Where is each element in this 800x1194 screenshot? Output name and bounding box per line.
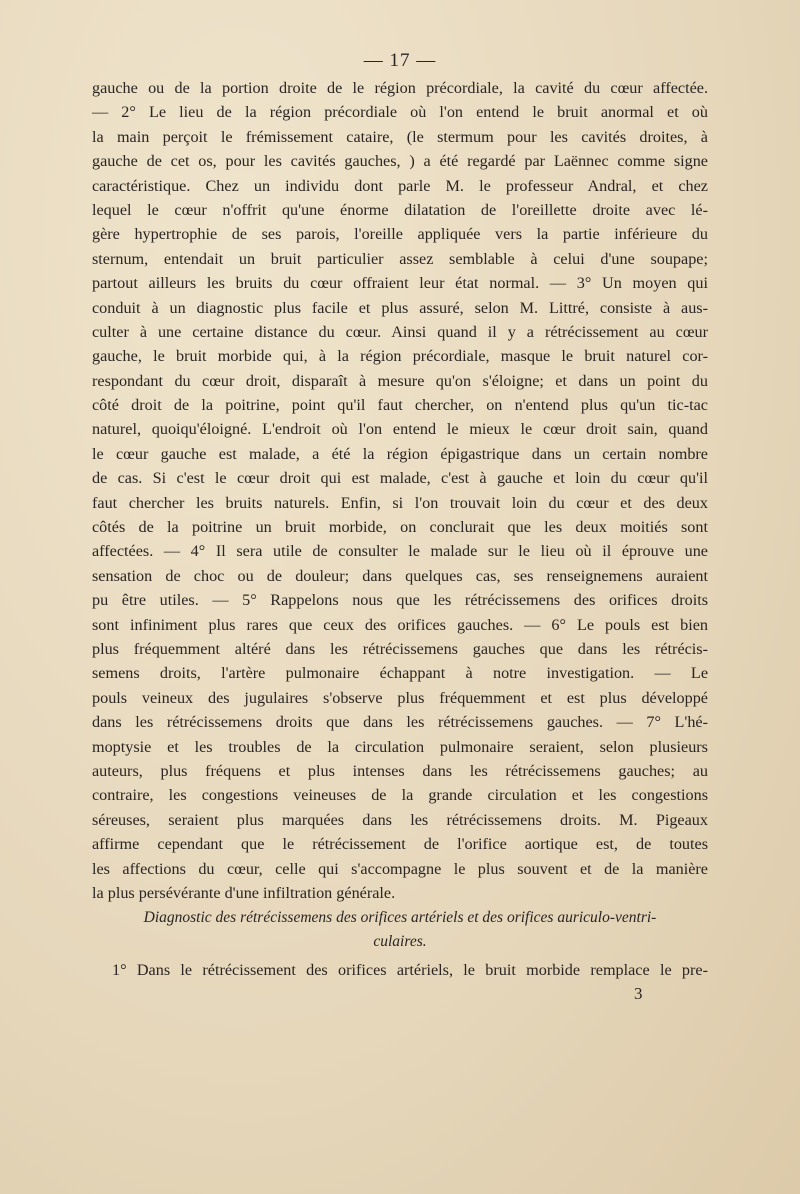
body-line: sternum, entendait un bruit particulier assez semblable à celui d'une soupape; [92,249,708,268]
body-line: gauche ou de la portion droite de le région précordiale, la cavité du cœur affectée. [92,79,708,97]
body-line: de cas. Si c'est le cœur droit qui est malade, c'est à gauche et loin du cœur qu'il [92,469,708,488]
body-line: séreuses, seraient plus marquées dans les rétrécissemens droits. M. Pigeaux [92,810,708,829]
body-text [92,76,708,905]
body-line: affirme cependant que le rétrécissement de l'orifice aortique est, de toutes [92,835,708,854]
body-line: gère hypertrophie de ses parois, l'oreille appliquée vers la partie inférieure du [92,225,708,244]
body-line: gauche, le bruit morbide qui, à la région précordiale, masque le bruit naturel cor- [92,347,708,366]
page-number: — 17 — [363,50,437,71]
body-line: sensation de choc ou de douleur; dans quelques cas, ses renseignemens auraient [92,566,708,585]
body-line: partout ailleurs les bruits du cœur offraient leur état normal. — 3° Un moyen qui [92,274,708,293]
body-line: plus fréquemment altéré dans les rétrécissemens gauches que dans les rétrécis- [92,639,708,658]
body-line: culter à une certaine distance du cœur. Ainsi quand il y a rétrécissement au cœur [92,322,708,341]
body-line: contraire, les congestions veineuses de la grande circulation et les congestions [92,786,708,805]
paragraph-line: 1° Dans le rétrécissement des orifices artériels, le bruit morbide remplace le pre- [112,961,708,979]
body-line: lequel le cœur n'offrit qu'une énorme dilatation de l'oreillette droite avec lé- [92,200,708,219]
body-line: sont infiniment plus rares que ceux des orifices gauches. — 6° Le pouls est bien [92,615,708,634]
body-line: pu être utiles. — 5° Rappelons nous que les rétrécissemens des orifices droits [92,591,708,610]
body-line: côtés de la poitrine un bruit morbide, on conclurait que les deux moitiés sont [92,518,708,537]
body-line: auteurs, plus fréquens et plus intenses dans les rétrécissemens gauches; au [92,761,708,780]
body-line: la plus persévérante d'une infiltration générale. [92,883,396,902]
body-line: gauche de cet os, pour les cavités gauches, ) a été regardé par Laënnec comme signe [92,152,708,171]
body-line: côté droit de la poitrine, point qu'il faut chercher, on n'entend plus qu'un tic-tac [92,396,708,415]
body-line: dans les rétrécissemens droits que dans les rétrécissemens gauches. — 7° L'hé- [92,713,708,732]
body-line: les affections du cœur, celle qui s'accompagne le plus souvent et de la manière [92,859,708,878]
heading-line: Diagnostic des rétrécissemens des orifices artériels et des orifices auriculo-ventri- [143,909,657,926]
body-line: le cœur gauche est malade, a été la région épigastrique dans un certain nombre [92,444,708,463]
body-line: faut chercher les bruits naturels. Enfin, si l'on trouvait loin du cœur et des deux [92,493,708,512]
body-line: semens droits, l'artère pulmonaire échappant à notre investigation. — Le [92,664,708,683]
body-line: affectées. — 4° Il sera utile de consulter le malade sur le lieu où il éprouve une [92,542,708,561]
body-line: conduit à un diagnostic plus facile et plus assuré, selon M. Littré, consiste à aus- [92,298,708,317]
body-line: moptysie et les troubles de la circulation pulmonaire seraient, selon plusieurs [92,737,708,756]
signature-mark: 3 [634,984,643,1003]
body-line: naturel, quoiqu'éloigné. L'endroit où l'on entend le mieux le cœur droit sain, quand [92,420,708,439]
paragraph-start [112,958,708,982]
body-line: la main perçoit le frémissement cataire, (le stermum pour les cavités droites, à [92,127,708,146]
body-line: — 2° Le lieu de la région précordiale où l'on entend le bruit anormal et où [92,103,708,122]
body-line: caractéristique. Chez un individu dont parle M. le professeur Andral, et chez [92,176,708,195]
body-line: pouls veineux des jugulaires s'observe plus fréquemment et est plus développé [92,688,708,707]
heading-line: culaires. [373,933,427,950]
section-heading [92,906,708,954]
body-line: respondant du cœur droit, disparaît à mesure qu'on s'éloigne; et dans un point du [92,371,708,390]
